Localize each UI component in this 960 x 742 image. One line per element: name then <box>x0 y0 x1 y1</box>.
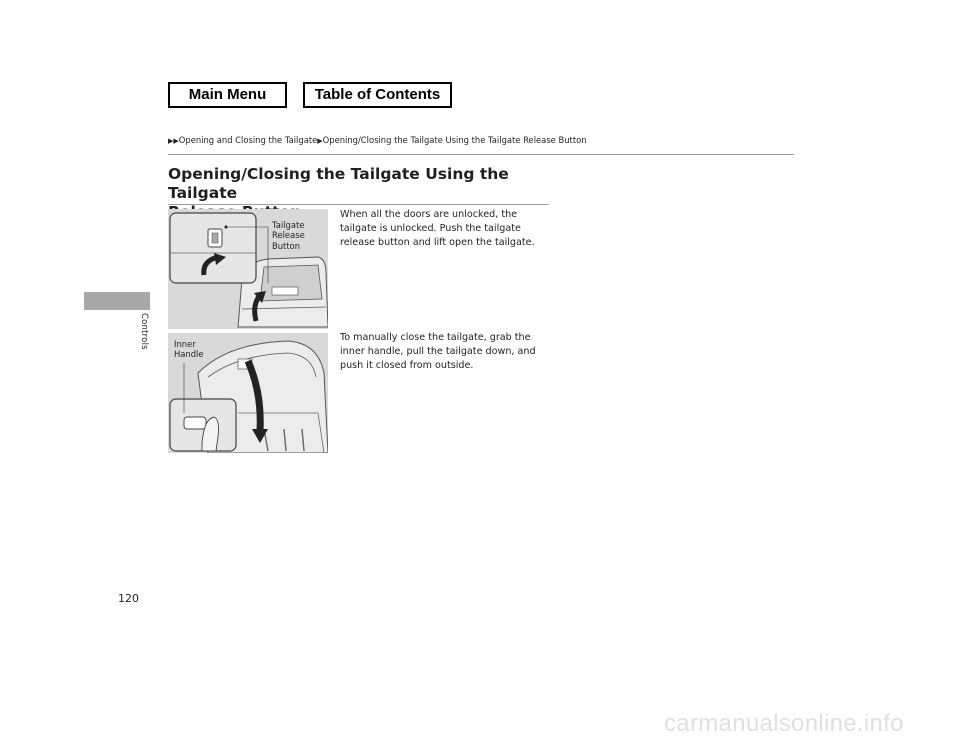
side-section-label: Controls <box>139 313 149 350</box>
callout-line: Release <box>272 230 305 241</box>
callout-line: Handle <box>174 349 204 360</box>
table-of-contents-button[interactable]: Table of Contents <box>303 82 452 108</box>
section-title-line1: Opening/Closing the Tailgate Using the Tailgate <box>168 165 509 202</box>
breadcrumb-item-release-button[interactable]: Opening/Closing the Tailgate Using the Tailgate Release Button <box>322 135 587 145</box>
watermark: carmanualsonline.info <box>664 710 904 737</box>
breadcrumb-item-tailgate[interactable]: Opening and Closing the Tailgate <box>178 135 318 145</box>
instruction-open-text: When all the doors are unlocked, the tailgate is unlocked. Push the tailgate release button and lift open the tailgate. <box>340 209 535 249</box>
main-menu-button[interactable]: Main Menu <box>168 82 287 108</box>
tailgate-release-button-callout <box>272 220 305 251</box>
inner-handle-callout <box>174 339 204 360</box>
callout-line: Tailgate <box>272 220 305 230</box>
header-divider <box>168 154 794 155</box>
breadcrumb-arrow-icon: ▶ <box>317 137 323 145</box>
callout-line: Button <box>272 240 301 251</box>
title-divider <box>168 204 549 205</box>
breadcrumb <box>168 135 587 145</box>
side-section-tab <box>84 292 150 310</box>
callout-line: Inner <box>174 339 196 349</box>
breadcrumb-arrow-icon: ▶▶ <box>168 137 179 145</box>
page-number: 120 <box>118 592 139 605</box>
instruction-close-text: To manually close the tailgate, grab the inner handle, pull the tailgate down, and push it closed from outside. <box>340 332 536 372</box>
